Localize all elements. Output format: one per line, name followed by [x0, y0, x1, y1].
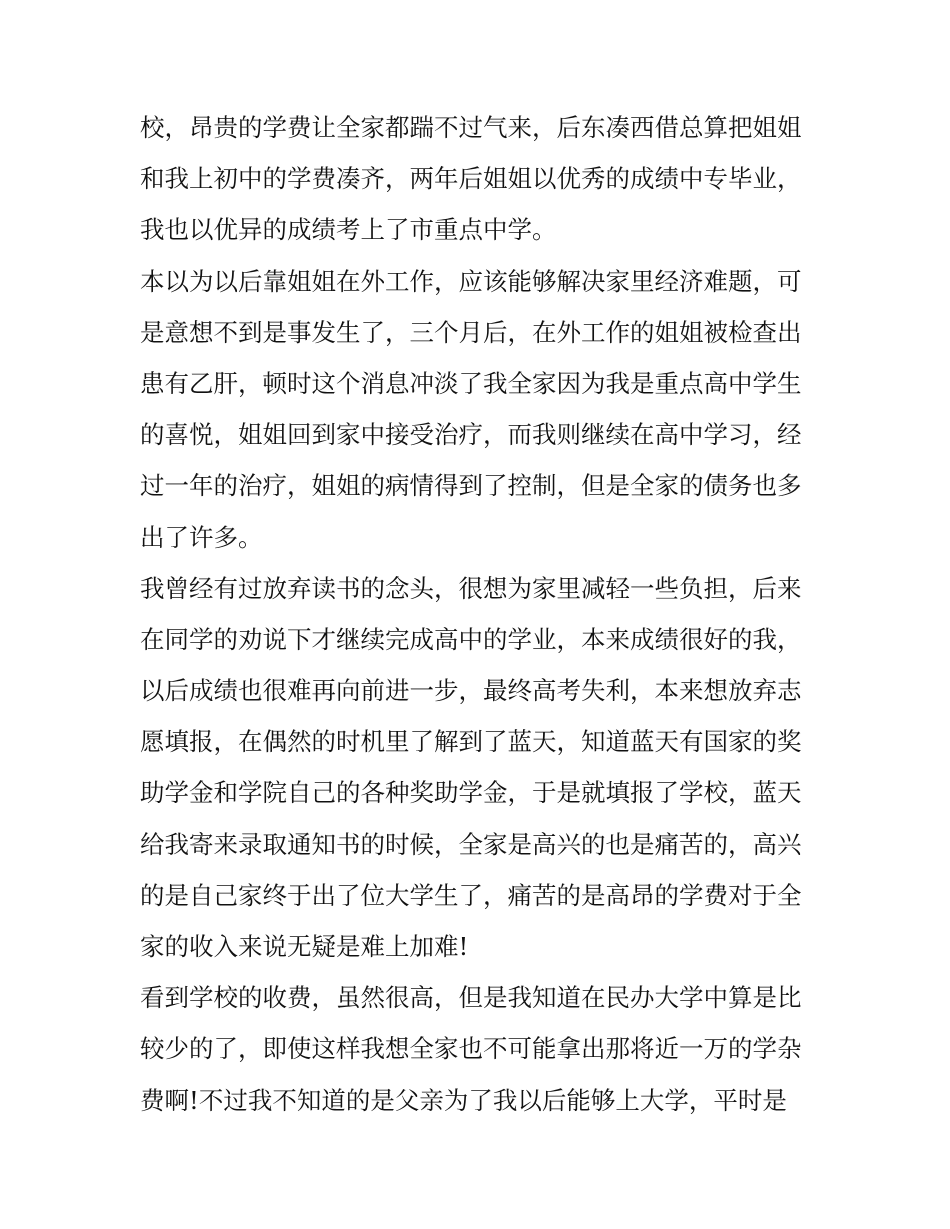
- document-body: [140, 102, 820, 1126]
- text-line: 的是自己家终于出了位大学生了，痛苦的是高昂的学费对于全: [140, 880, 802, 910]
- text-line: 校，昂贵的学费让全家都踹不过气来，后东凑西借总算把姐姐: [140, 113, 802, 142]
- text-line: 我也以优异的成绩考上了市重点中学。: [140, 215, 557, 245]
- text-line: 较少的了，即使这样我想全家也不可能拿出那将近一万的学杂: [140, 1034, 802, 1064]
- text-line: 在同学的劝说下才继续完成高中的学业，本来成绩很好的我，: [140, 624, 802, 654]
- text-line: 是意想不到是事发生了，三个月后，在外工作的姐姐被检查出: [140, 317, 802, 347]
- text-line: 给我寄来录取通知书的时候，全家是高兴的也是痛苦的，高兴: [140, 829, 802, 859]
- text-line: 家的收入来说无疑是难上加难!: [140, 932, 469, 961]
- text-line: 出了许多。: [140, 522, 263, 552]
- text-line: 我曾经有过放弃读书的念头，很想为家里减轻一些负担，后来: [140, 573, 802, 603]
- text-line: 费啊!不过我不知道的是父亲为了我以后能够上大学，平时是: [140, 1085, 787, 1115]
- text-line: 过一年的治疗，姐姐的病情得到了控制，但是全家的债务也多: [140, 471, 802, 501]
- text-line: 和我上初中的学费凑齐，两年后姐姐以优秀的成绩中专毕业，: [140, 164, 802, 194]
- text-line: 助学金和学院自己的各种奖助学金，于是就填报了学校，蓝天: [140, 778, 802, 808]
- text-line: 本以为以后靠姐姐在外工作，应该能够解决家里经济难题，可: [140, 266, 802, 296]
- text-line: 愿填报，在偶然的时机里了解到了蓝天，知道蓝天有国家的奖: [140, 727, 802, 757]
- text-line: 以后成绩也很难再向前进一步，最终高考失利，本来想放弃志: [140, 676, 802, 706]
- text-line: 患有乙肝，顿时这个消息冲淡了我全家因为我是重点高中学生: [140, 368, 802, 398]
- text-line: 看到学校的收费，虽然很高，但是我知道在民办大学中算是比: [140, 983, 802, 1013]
- text-line: 的喜悦，姐姐回到家中接受治疗，而我则继续在高中学习，经: [140, 420, 802, 450]
